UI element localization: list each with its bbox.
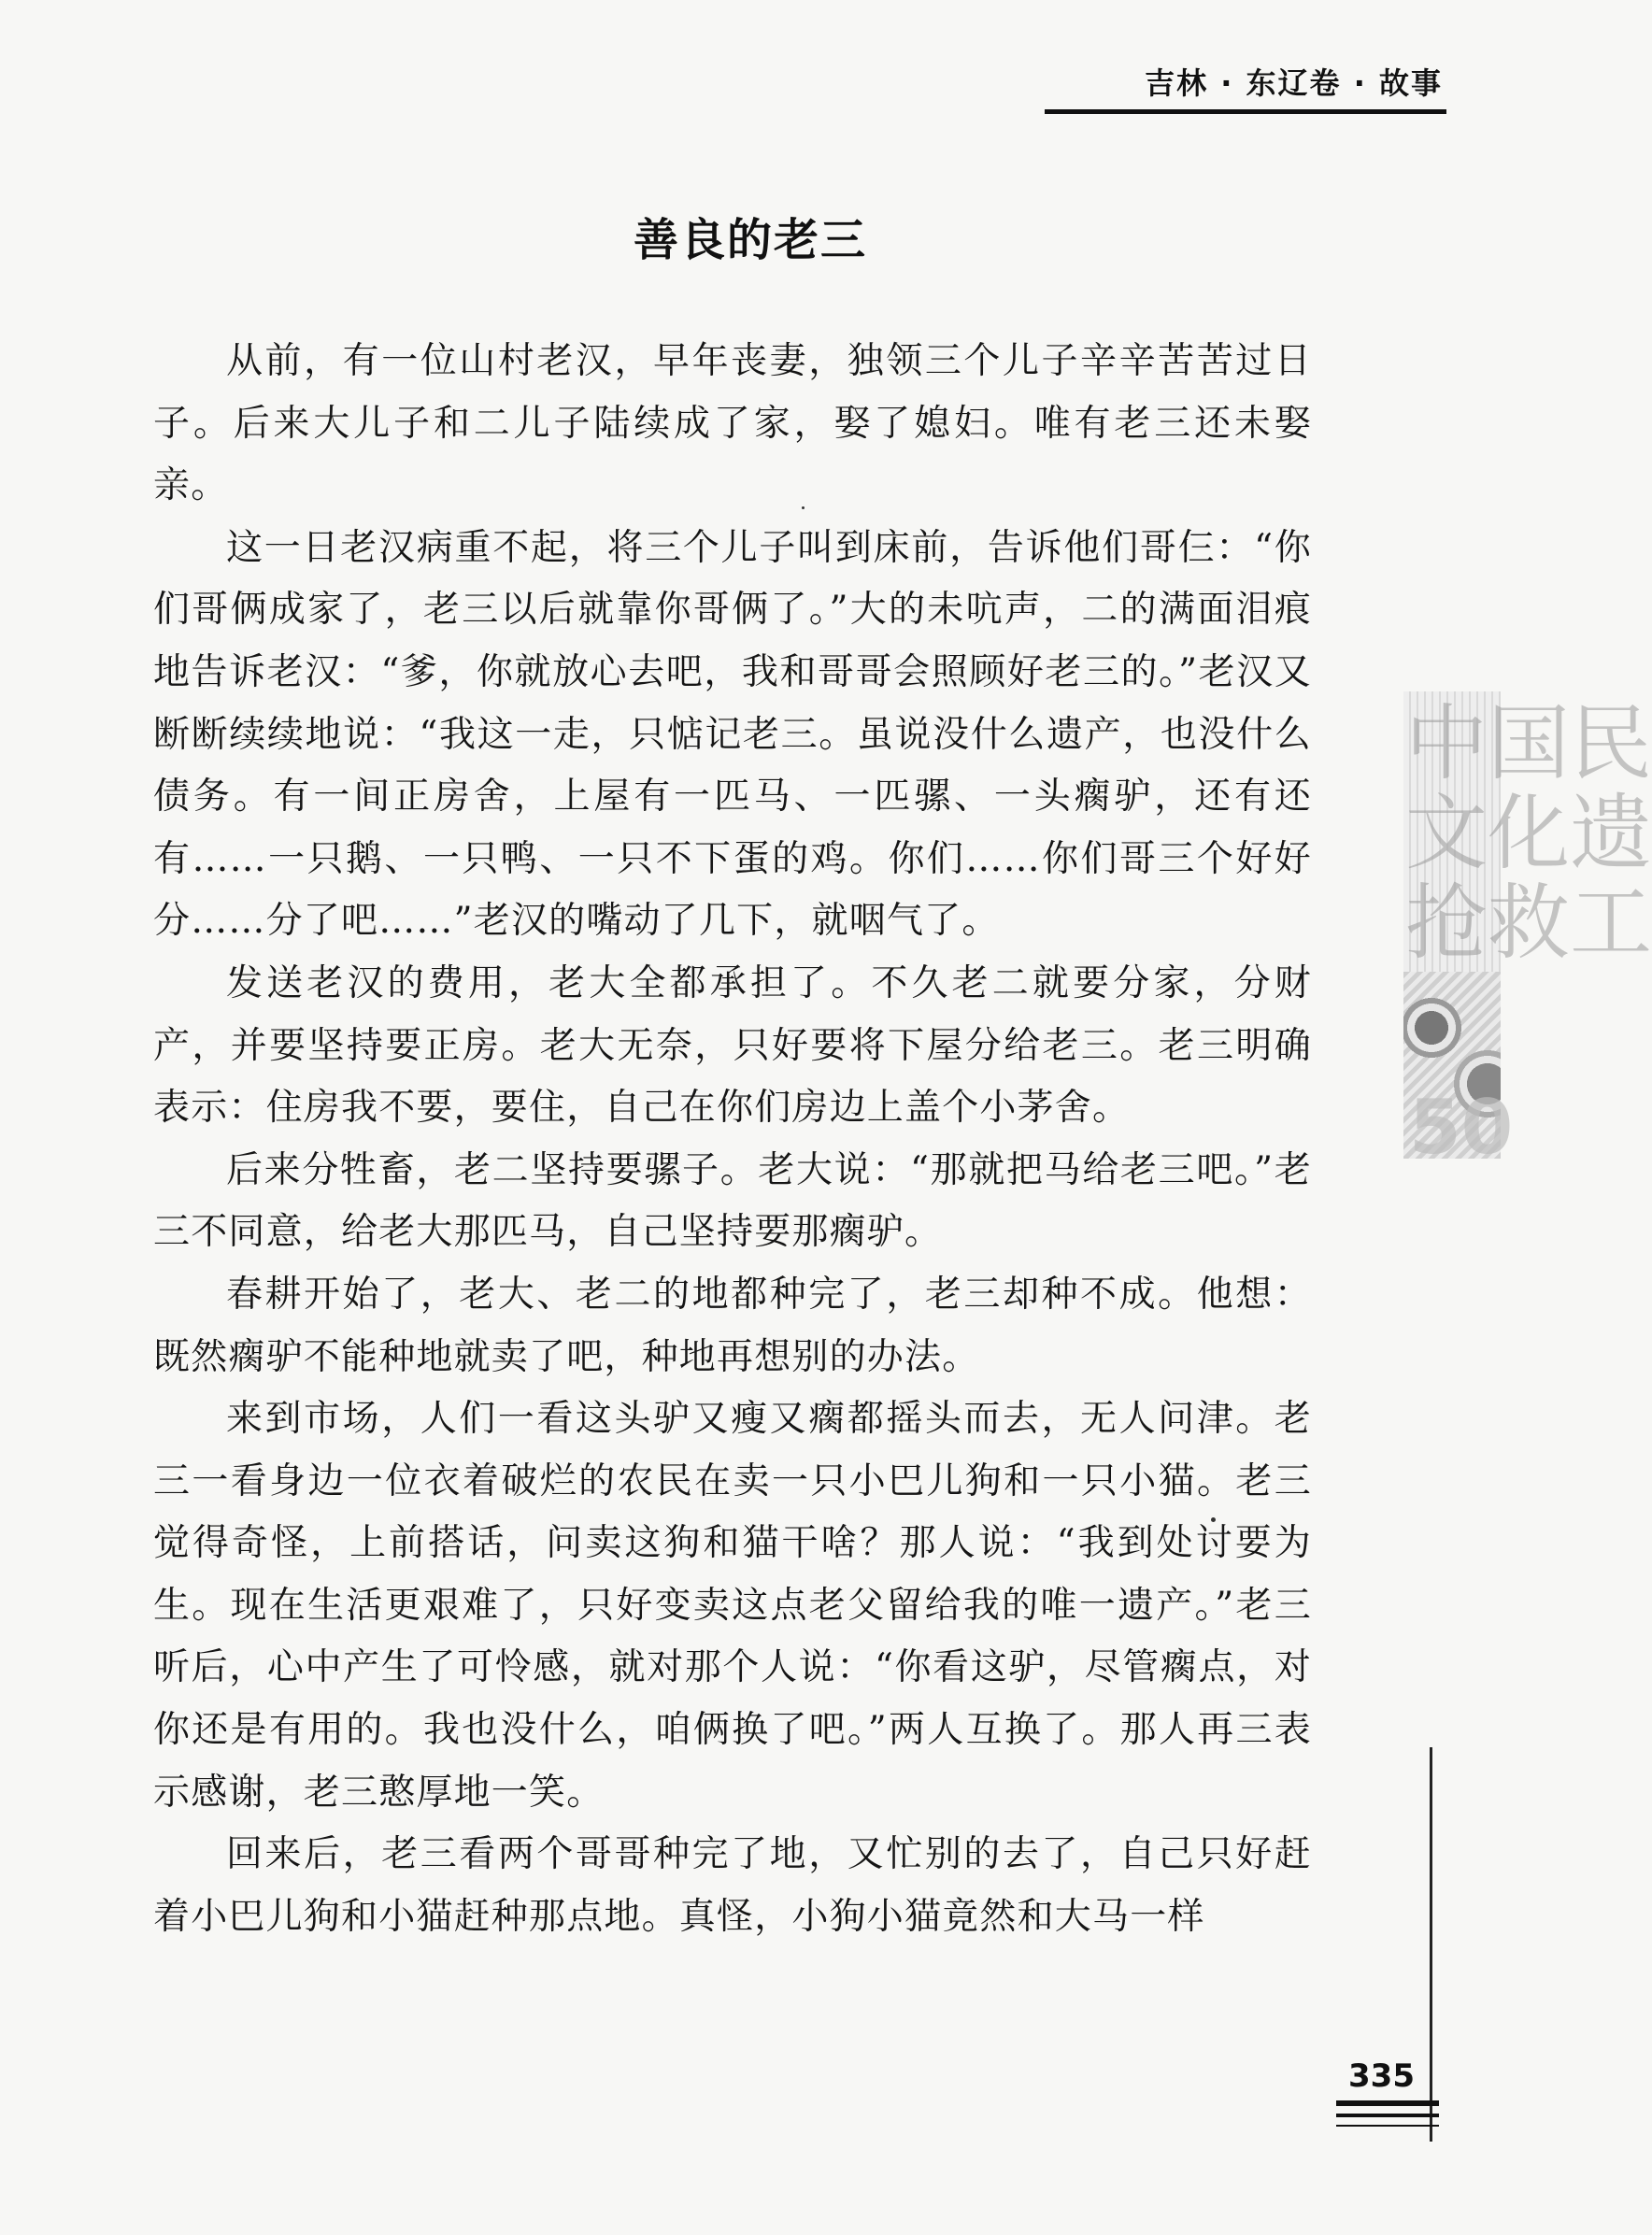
side-banner-glyphs: 中国民 文化遗 抢救工 <box>1405 695 1652 971</box>
running-header <box>1045 58 1446 114</box>
paragraph: 春耕开始了，老大、老二的地都种完了，老三却种不成。他想：既然瘸驴不能种地就卖了吧，种地再想别的办法。 <box>153 1273 1312 1378</box>
paragraph: 这一日老汉病重不起，将三个儿子叫到床前，告诉他们哥仨：“你们哥俩成家了，老三以后就靠你哥俩了。”大的未吭声，二的满面泪痕地告诉老汉：“爹，你就放心去吧，我和哥哥会照顾好老三的。”老汉又断断续续地说：“我这一走，只惦记老三。虽说没什么遗产，也没什么债务。有一间正房舍，上屋有一匹马、一匹骡、一头瘸驴，还有还有……一只鹅、一只鸭、一只不下蛋的鸡。你们……你们哥三个好好分……分了吧……”老汉的嘴动了几下，就咽气了。 <box>153 526 1312 943</box>
page-number-rule <box>1336 2100 1439 2106</box>
side-banner-ornament-text: 50 <box>1409 1084 1514 1171</box>
print-speck <box>1211 1517 1216 1522</box>
paragraph: 发送老汉的费用，老大全都承担了。不久老二就要分家，分财产，并要坚持要正房。老大无奈，只好要将下屋分给老三。老三明确表示：住房我不要，要住，自己在你们房边上盖个小茅舍。 <box>153 961 1312 1130</box>
page-number-rule <box>1336 2125 1439 2127</box>
paragraph: 从前，有一位山村老汉，早年丧妻，独领三个儿子辛辛苦苦过日子。后来大儿子和二儿子陆续成了家，娶了媳妇。唯有老三还未娶亲。 <box>153 340 1312 507</box>
paragraph: 回来后，老三看两个哥哥种完了地，又忙别的去了，自己只好赶着小巴儿狗和小猫赶种那点地。真怪，小狗小猫竟然和大马一样 <box>153 1833 1312 1938</box>
running-title: 吉林 · 东辽卷 · 故事 <box>1145 65 1443 101</box>
paragraph: 来到市场，人们一看这头驴又瘦又瘸都摇头而去，无人问津。老三一看身边一位衣着破烂的农民在卖一只小巴儿狗和一只小猫。老三觉得奇怪，上前搭话，问卖这狗和猫干啥？那人说：“我到处讨要为生。现在生活更艰难了，只好变卖这点老父留给我的唯一遗产。”老三听后，心中产生了可怜感，就对那个人说：“你看这驴，尽管瘸点，对你还是有用的。我也没什么，咱俩换了吧。”两人互换了。那人再三表示感谢，老三憨厚地一笑。 <box>153 1398 1312 1814</box>
side-banner-ornament-icon <box>1403 972 1514 1171</box>
header-rule <box>1045 109 1446 114</box>
print-speck <box>802 506 805 509</box>
paragraph: 后来分牲畜，老二坚持要骡子。老大说：“那就把马给老三吧。”老三不同意，给老大那匹马，自己坚持要那瘸驴。 <box>153 1148 1312 1254</box>
page-number: 335 <box>1348 2057 1415 2095</box>
side-banner <box>1403 691 1652 1171</box>
story-title: 善良的老三 <box>633 214 867 266</box>
margin-rule <box>1430 1747 1432 2142</box>
story-body <box>153 331 1312 1948</box>
page-number-rule <box>1336 2114 1439 2117</box>
